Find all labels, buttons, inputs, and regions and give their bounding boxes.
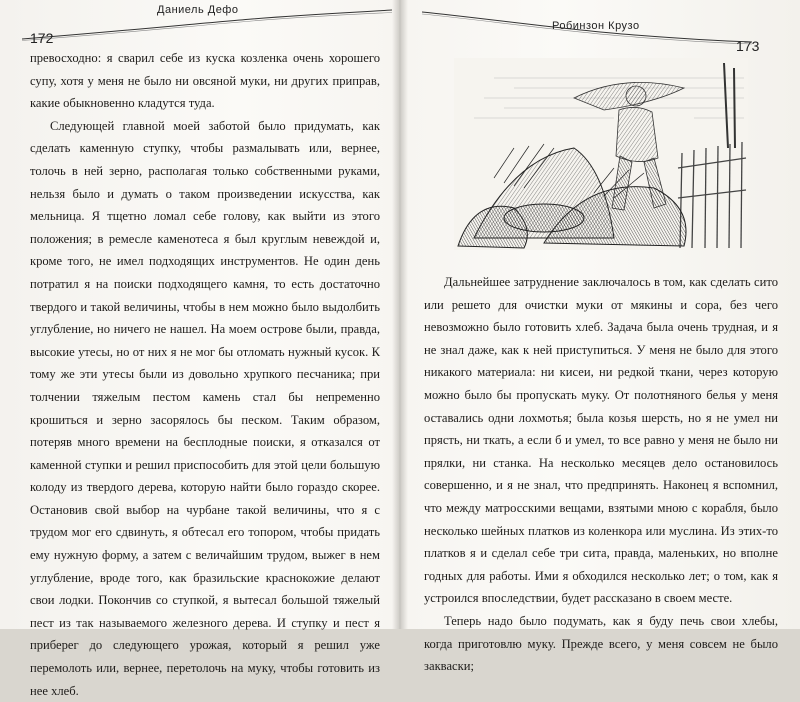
running-head-title: Робинзон Крузо bbox=[552, 20, 640, 32]
engraving-illustration bbox=[454, 58, 748, 250]
paragraph: Теперь надо было подумать, как я буду печь свои хлебы, когда приготовлю муку. Прежде всего, у меня совсем не было закваски; bbox=[424, 613, 778, 674]
page-number-left: 172 bbox=[30, 30, 54, 46]
paragraph: превосходно: я сварил себе из куска козленка очень хорошего супу, хотя у меня не было ни овсяной муки, ни других приправ, какие обыкновенно кладутся туда. bbox=[30, 51, 380, 111]
left-page-text bbox=[30, 47, 380, 702]
right-page bbox=[402, 0, 800, 674]
page-number-right: 173 bbox=[736, 38, 760, 54]
paragraph: Дальнейшее затруднение заключалось в том, как сделать сито или решето для очистки муки от мякины и сора, без чего невозможно было готовить хлеб. Задача была очень трудная, и я не знал даже, как к ней приступиться. У меня не было для этого никакого материала: ни кисеи, ни редкой ткани, через которую можно было бы пропускать муку. От полотняного белья у меня оставались одни лохмотья; была козья шерсть, но я не умел ни прясть, ни ткать, а если б и умел, то все равно у меня не было ни прялки, ни станка. На несколько месяцев дело остановилось совершенно, и я не знал, что предпринять. Наконец я вспомнил, что между матросскими вещами, взятыми мною с корабля, было несколько шейных платков из коленкора или муслина. Из этих-то платков я и сделал себе три сита, правда, маленьких, но вполне годных для работы. Ими я обходился несколько лет; о том, как я устроился впоследствии, будет рассказано в своем месте. bbox=[424, 275, 778, 606]
running-head-author: Даниель Дефо bbox=[157, 4, 239, 16]
left-page bbox=[0, 0, 398, 698]
paragraph: Следующей главной моей заботой было придумать, как сделать каменную ступку, чтобы размалывать или, вернее, толочь в ней зерно, располагая только собственными руками, нельзя было и думать о таком произведении искусства, как мельница. Я тщетно ломал себе голову, как выйти из этого положения; в ремесле каменотеса я был круглым невеждой и, кроме того, не имел подходящих инструментов. Не один день потратил я на поиски подходящего камня, то есть достаточно твердого и такой величины, чтобы в нем можно было выдолбить углубление, но ничего не нашел. На моем острове были, правда, высокие утесы, но от них я не мог бы отломать нужный кусок. К тому же эти утесы были из довольно хрупкого песчаника; при толчении тяжелым пестом камень стал бы непременно крошиться и зерно засорялось бы песком. Таким образом, потеряв много времени на бесплодные поиски, я отказался от каменной ступки и решил приспособить для этой цели большую колоду из твердого дерева, которую найти было гораздо скорее. Остановив свой выбор на чурбане такой величины, что я с трудом мог его сдвинуть, я обтесал его топором, чтобы придать ему нужную форму, а затем с величайшим трудом, выжег в нем углубление, вроде того, как бразильские краснокожие делают свои лодки. Покончив со ступкой, я вытесал большой тяжелый пест из так называемого железного дерева. И ступку и пест я приберег до следующего урожая, который я решил уже перемолоть или, вернее, перетолочь на муку, чтобы готовить из нее хлеб. bbox=[30, 118, 380, 698]
right-page-text bbox=[424, 271, 778, 678]
